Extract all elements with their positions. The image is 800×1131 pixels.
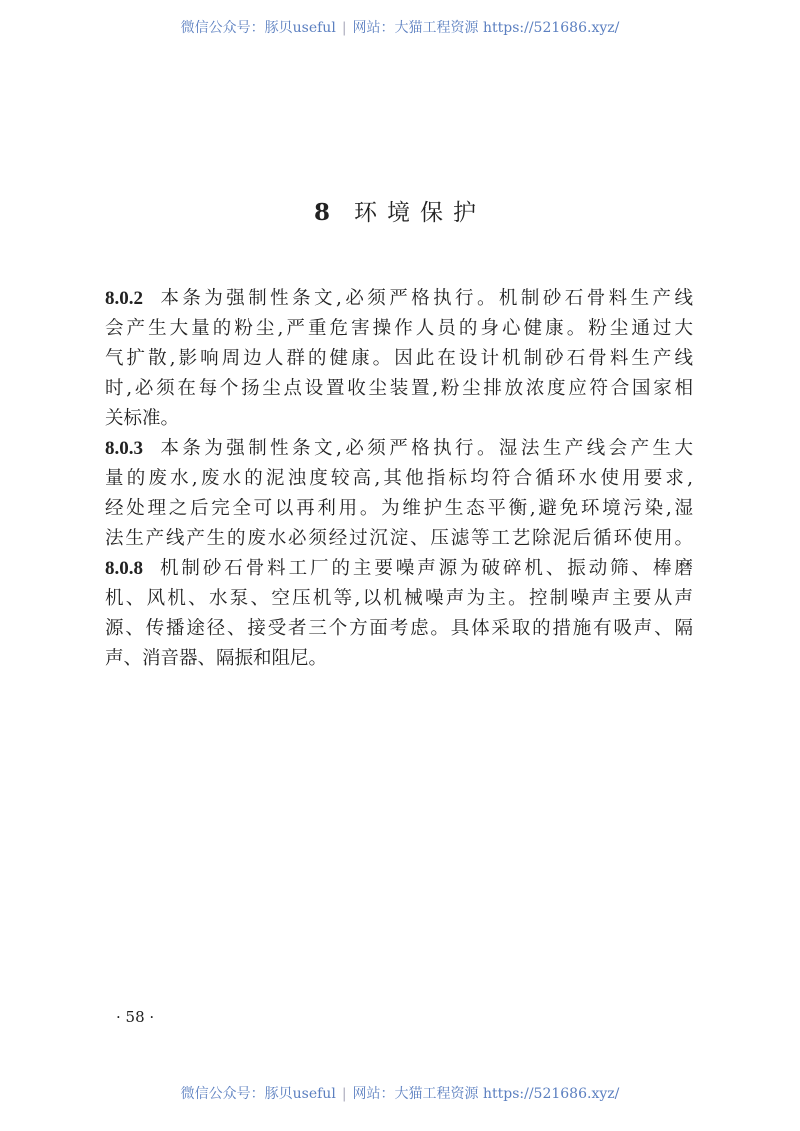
page-number: · 58 · bbox=[116, 1008, 155, 1026]
clause-number: 8.0.8 bbox=[105, 558, 143, 579]
chapter-title-text: 环境保护 bbox=[354, 200, 486, 226]
line-text: 机制砂石骨料工厂的主要噪声源为破碎机、振动筛、棒磨 bbox=[157, 558, 693, 579]
text-line bbox=[105, 374, 693, 404]
line-text: 机、风机、水泵、空压机等,以机械噪声为主。控制噪声主要从声 bbox=[105, 588, 693, 609]
text-line bbox=[105, 404, 693, 434]
watermark-wechat: 微信公众号：豚贝useful bbox=[180, 20, 336, 36]
text-line bbox=[105, 524, 693, 554]
line-text: 时,必须在每个扬尘点设置收尘装置,粉尘排放浓度应符合国家相 bbox=[105, 378, 693, 399]
line-text: 法生产线产生的废水必须经过沉淀、压滤等工艺除泥后循环使用。 bbox=[105, 528, 693, 549]
watermark-top bbox=[0, 17, 800, 37]
line-text: 量的废水,废水的泥浊度较高,其他指标均符合循环水使用要求, bbox=[105, 468, 693, 489]
line-text: 源、传播途径、接受者三个方面考虑。具体采取的措施有吸声、隔 bbox=[105, 618, 693, 639]
watermark-site: 网站：大猫工程资源 https://521686.xyz/ bbox=[352, 20, 620, 36]
text-line bbox=[105, 554, 693, 584]
line-text: 声、消音器、隔振和阻尼。 bbox=[105, 648, 328, 669]
line-text: 气扩散,影响周边人群的健康。因此在设计机制砂石骨料生产线 bbox=[105, 348, 693, 369]
text-line bbox=[105, 434, 693, 464]
text-line bbox=[105, 494, 693, 524]
line-text: 关标准。 bbox=[105, 408, 180, 429]
text-line bbox=[105, 464, 693, 494]
watermark-site: 网站：大猫工程资源 https://521686.xyz/ bbox=[352, 1086, 620, 1102]
clause-number: 8.0.3 bbox=[105, 438, 143, 459]
text-line bbox=[105, 644, 693, 674]
watermark-wechat: 微信公众号：豚贝useful bbox=[180, 1086, 336, 1102]
text-line bbox=[105, 614, 693, 644]
text-line bbox=[105, 344, 693, 374]
clause-number: 8.0.2 bbox=[105, 288, 143, 309]
line-text: 经处理之后完全可以再利用。为维护生态平衡,避免环境污染,湿 bbox=[105, 498, 693, 519]
text-line bbox=[105, 314, 693, 344]
watermark-bottom bbox=[0, 1083, 800, 1103]
chapter-title bbox=[0, 194, 800, 227]
line-text: 会产生大量的粉尘,严重危害操作人员的身心健康。粉尘通过大 bbox=[105, 318, 693, 339]
watermark-separator: | bbox=[341, 20, 347, 36]
text-line bbox=[105, 584, 693, 614]
chapter-number: 8 bbox=[313, 199, 340, 226]
text-line bbox=[105, 284, 693, 314]
watermark-separator: | bbox=[341, 1086, 347, 1102]
line-text: 本条为强制性条文,必须严格执行。湿法生产线会产生大 bbox=[157, 438, 693, 459]
line-text: 本条为强制性条文,必须严格执行。机制砂石骨料生产线 bbox=[157, 288, 693, 309]
